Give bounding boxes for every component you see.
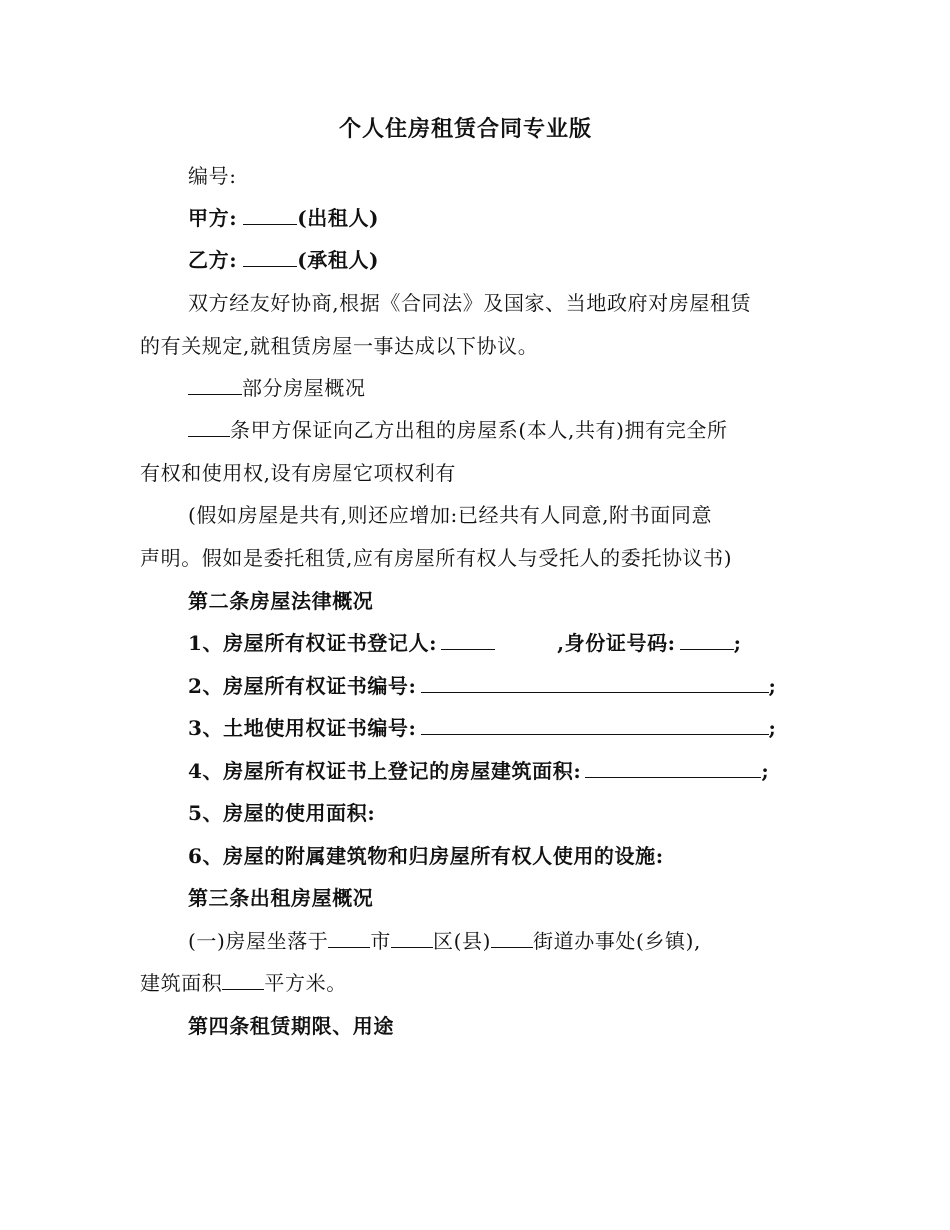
note-line-2: 声明。假如是委托租赁,应有房屋所有权人与受托人的委托协议书) (140, 546, 733, 570)
article-three-heading: 第三条出租房屋概况 (188, 886, 374, 910)
ownership-certificate-label: 2、房屋所有权证书编号: (188, 674, 417, 698)
party-b-line (188, 248, 379, 272)
article-number-blank (188, 418, 230, 437)
registered-area-blank (585, 759, 761, 778)
city-blank (328, 929, 370, 948)
note-line-1: (假如房屋是共有,则还应增加:已经共有人同意,附书面同意 (188, 503, 713, 527)
party-b-blank (243, 248, 297, 267)
article-three-clause-1-line-2 (140, 971, 347, 995)
land-certificate-label: 3、土地使用权证书编号: (188, 716, 417, 740)
party-a-role: (出租人) (297, 206, 380, 230)
part-one-heading-text: 部分房屋概况 (242, 376, 366, 400)
article-one-line-1 (188, 418, 728, 442)
article-three-clause-1-line-1 (188, 929, 701, 953)
item-1-end: ; (733, 631, 742, 655)
city-label: 市 (370, 929, 392, 953)
registrant-label: 1、房屋所有权证书登记人: (188, 631, 438, 655)
party-b-label: 乙方: (188, 248, 238, 272)
contract-number-label: 编号: (188, 164, 237, 188)
party-b-role: (承租人) (297, 248, 380, 272)
registered-area-label: 4、房屋所有权证书上登记的房屋建筑面积: (188, 759, 582, 783)
article-two-item-5: 5、房屋的使用面积: (188, 801, 376, 825)
article-two-item-1 (188, 631, 742, 655)
intro-line-2: 的有关规定,就租赁房屋一事达成以下协议。 (140, 334, 539, 358)
area-blank (222, 971, 264, 990)
article-two-item-2 (188, 674, 776, 698)
street-blank (491, 929, 533, 948)
ownership-certificate-blank (421, 674, 769, 693)
party-a-blank (243, 206, 297, 225)
area-prefix: 建筑面积 (140, 971, 223, 995)
intro-line-1: 双方经友好协商,根据《合同法》及国家、当地政府对房屋租赁 (188, 291, 752, 315)
area-unit: 平方米。 (264, 971, 347, 995)
article-two-heading: 第二条房屋法律概况 (188, 589, 374, 613)
document-title: 个人住房租赁合同专业版 (339, 116, 593, 142)
item-2-end: ; (768, 674, 777, 698)
party-a-label: 甲方: (188, 206, 238, 230)
article-one-text: 条甲方保证向乙方出租的房屋系(本人,共有)拥有完全所 (230, 418, 728, 442)
article-two-item-4 (188, 759, 769, 783)
item-3-end: ; (768, 716, 777, 740)
part-number-blank (188, 376, 242, 395)
registrant-blank (441, 631, 495, 650)
item-4-end: ; (761, 759, 770, 783)
article-two-item-6: 6、房屋的附属建筑物和归房屋所有权人使用的设施: (188, 844, 664, 868)
street-label: 街道办事处(乡镇), (533, 929, 701, 953)
article-one-line-2: 有权和使用权,设有房屋它项权利有 (140, 461, 456, 485)
article-four-heading: 第四条租赁期限、用途 (188, 1014, 394, 1038)
id-number-blank (680, 631, 734, 650)
location-prefix: (一)房屋坐落于 (188, 929, 329, 953)
party-a-line (188, 206, 379, 230)
land-certificate-blank (421, 716, 769, 735)
id-number-label: ,身份证号码: (557, 631, 676, 655)
district-blank (391, 929, 433, 948)
district-label: 区(县) (433, 929, 492, 953)
article-two-item-3 (188, 716, 776, 740)
part-one-heading (188, 376, 366, 400)
